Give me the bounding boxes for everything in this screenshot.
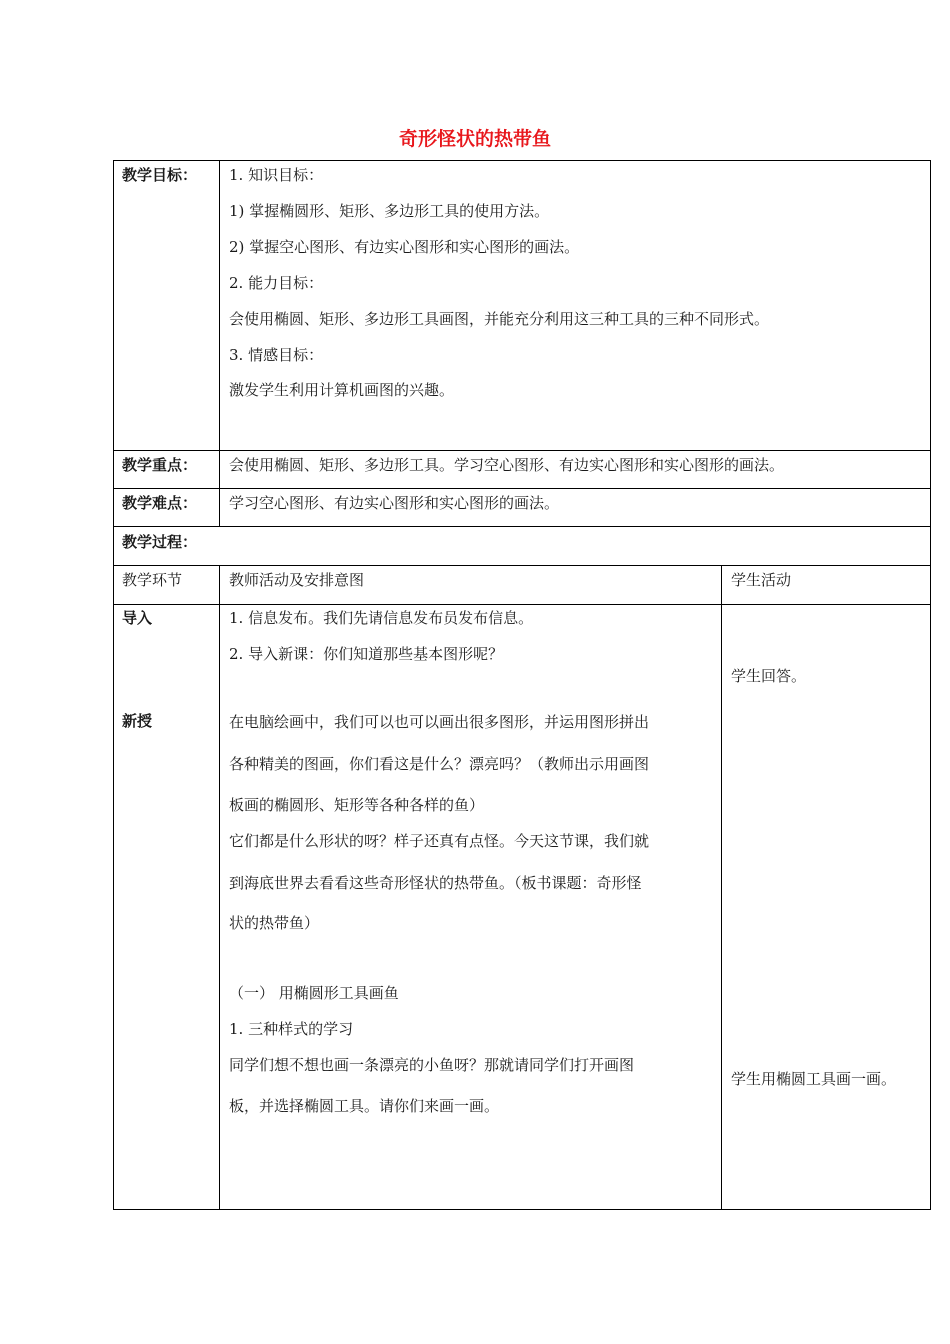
teacher-line: 它们都是什么形状的呀？样子还真有点怪。今天这节课，我们就 <box>229 832 650 850</box>
column-header: 教师活动及安排意图 <box>229 571 365 589</box>
teacher-line: 1. 三种样式的学习 <box>229 1020 354 1038</box>
student-line: 学生用椭圆工具画一画。 <box>731 1070 897 1088</box>
column-divider <box>219 565 220 1210</box>
row-divider <box>113 488 931 489</box>
goals-line: 激发学生利用计算机画图的兴趣。 <box>229 381 455 399</box>
teacher-line: 各种精美的图画，你们看这是什么？漂亮吗？（教师出示用画图 <box>229 755 650 773</box>
column-divider <box>219 160 220 526</box>
column-divider <box>721 565 722 1210</box>
teacher-line: 板画的椭圆形、矩形等各种各样的鱼） <box>229 796 485 814</box>
process-label: 教学过程： <box>122 533 198 551</box>
key-points-text: 会使用椭圆、矩形、多边形工具。学习空心图形、有边实心图形和实心图形的画法。 <box>229 456 785 474</box>
teacher-line: 状的热带鱼） <box>229 914 320 932</box>
student-line: 学生回答。 <box>731 667 807 685</box>
column-header: 学生活动 <box>731 571 792 589</box>
row-divider <box>113 526 931 527</box>
goals-label: 教学目标： <box>122 166 198 184</box>
row-divider <box>113 565 931 566</box>
teacher-line: 2. 导入新课：你们知道那些基本图形呢？ <box>229 645 504 663</box>
goals-line: 1) 掌握椭圆形、矩形、多边形工具的使用方法。 <box>229 202 550 220</box>
section-label: 新授 <box>122 712 153 730</box>
goals-line: 2. 能力目标： <box>229 274 324 292</box>
teacher-line: 同学们想不想也画一条漂亮的小鱼呀？那就请同学们打开画图 <box>229 1056 635 1074</box>
difficulties-label: 教学难点： <box>122 494 198 512</box>
column-header: 教学环节 <box>122 571 183 589</box>
teacher-line: 到海底世界去看看这些奇形怪状的热带鱼。（板书课题：奇形怪 <box>229 874 642 892</box>
row-divider <box>113 450 931 451</box>
section-label: 导入 <box>122 609 153 627</box>
row-divider <box>113 604 931 605</box>
teacher-line: （一） 用椭圆形工具画鱼 <box>229 984 399 1002</box>
goals-line: 会使用椭圆、矩形、多边形工具画图，并能充分利用这三种工具的三种不同形式。 <box>229 310 770 328</box>
goals-line: 1. 知识目标： <box>229 166 324 184</box>
page-title: 奇形怪状的热带鱼 <box>398 128 551 150</box>
teacher-line: 在电脑绘画中，我们可以也可以画出很多图形，并运用图形拼出 <box>229 713 650 731</box>
teacher-line: 1. 信息发布。我们先请信息发布员发布信息。 <box>229 609 534 627</box>
difficulties-text: 学习空心图形、有边实心图形和实心图形的画法。 <box>229 494 560 512</box>
key-points-label: 教学重点： <box>122 456 198 474</box>
goals-line: 2) 掌握空心图形、有边实心图形和实心图形的画法。 <box>229 238 580 256</box>
teacher-line: 板，并选择椭圆工具。请你们来画一画。 <box>229 1097 500 1115</box>
goals-line: 3. 情感目标： <box>229 346 324 364</box>
